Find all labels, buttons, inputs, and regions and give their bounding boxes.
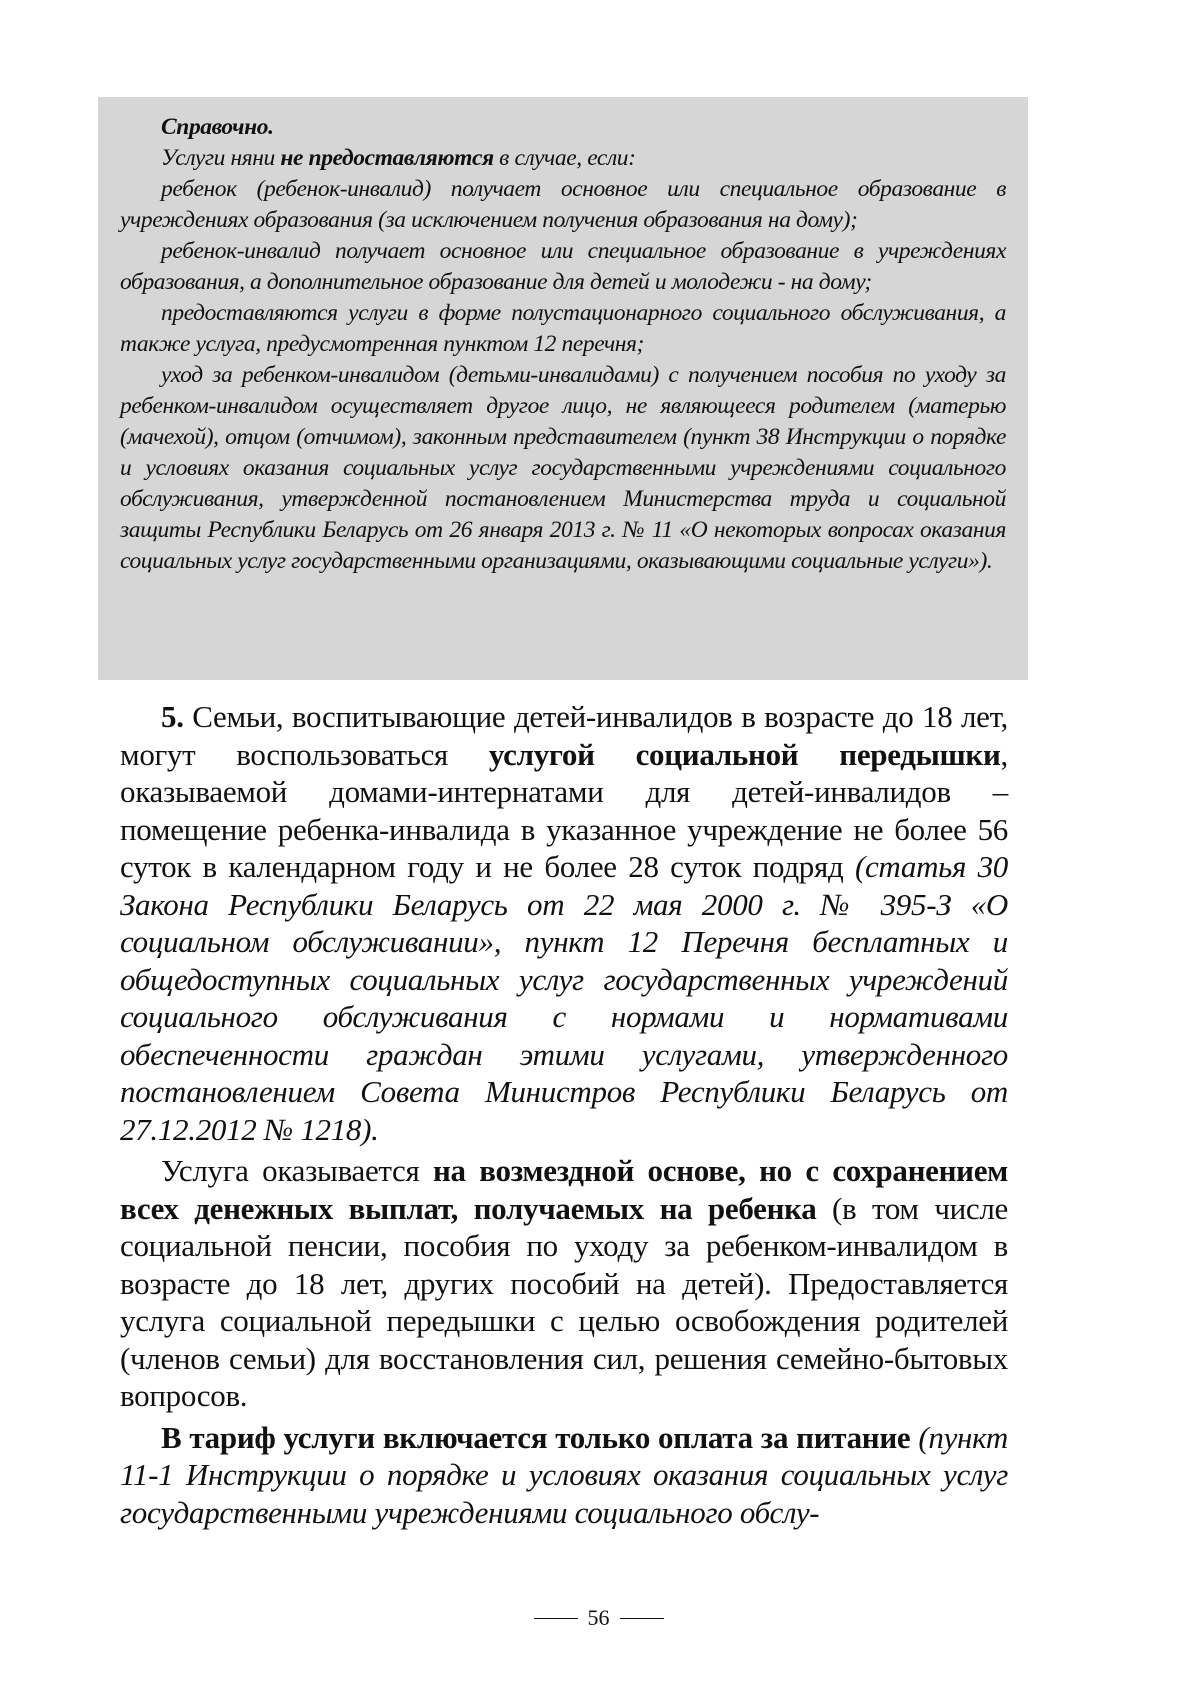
reference-item: предоставляются услуги в форме полустационарного социального обслуживания, а также услуга, предусмотренная пунктом 12 перечня; xyxy=(120,300,1006,357)
section-number: 5. xyxy=(161,699,184,734)
reference-title: Справочно. xyxy=(161,114,274,140)
paragraph-tariff: В тариф услуги включается только оплата за питание (пункт 11-1 Инструкции о порядке и условиях оказания социальных услуг государственными учреждениями социального обслу- xyxy=(120,1419,1009,1530)
reference-intro: Услуги няни не предоставляются в случае, если: xyxy=(161,145,636,171)
reference-item: ребенок (ребенок-инвалид) получает основное или специальное образование в учреждениях образования (за исключением получения образования на дому); xyxy=(120,176,1006,233)
main-text xyxy=(120,698,1008,1535)
paragraph-section-5: 5. Семьи, воспитывающие детей-инвалидов в возрасте до 18 лет, могут воспользоваться услугой социальной передышки, оказываемой домами-интернатами для детей-инвалидов – помещение ребенка-инвалида в указанное учреждение не более 56 суток в календарном году и не более 28 суток подряд (статья 30 Закона Республики Беларусь от 22 мая 2000 г. № 395-З «О социальном обслуживании», пункт 12 Перечня бесплатных и общедоступных социальных услуг государственных учреждений социального обслуживания с нормами и нормативами обеспеченности граждан этими услугами, утвержденного постановлением Совета Министров Республики Беларусь от 27.12.2012 № 1218). xyxy=(120,699,1008,1147)
reference-item: ребенок-инвалид получает основное или специальное образование в учреждениях образования, а дополнительное образование для детей и молодежи - на дому; xyxy=(120,238,1006,295)
footer-dash-left xyxy=(534,1618,578,1619)
page-footer xyxy=(0,1603,1197,1633)
page-number: 56 xyxy=(587,1605,610,1630)
paragraph-paid-basis: Услуга оказывается на возмездной основе, но с сохранением всех денежных выплат, получаемых на ребенка (в том числе социальной пенсии, пособия по уходу за ребенком-инвалидом в возрасте до 18 лет, других пособий на детей). Предоставляется услуга социальной передышки с целью освобождения родителей (членов семьи) для восстановления сил, решения семейно-бытовых вопросов. xyxy=(120,1153,1009,1413)
footer-dash-right xyxy=(620,1618,664,1619)
reference-item: уход за ребенком-инвалидом (детьми-инвалидами) с получением пособия по уходу за ребенком-инвалидом осуществляет другое лицо, не являющееся родителем (матерью (мачехой), отцом (отчимом), законным представителем (пункт 38 Инструкции о порядке и условиях оказания социальных услуг государственными учреждениями социального обслуживания, утвержденной постановлением Министерства труда и социальной защиты Республики Беларусь от 26 января 2013 г. № 11 «О некоторых вопросах оказания социальных услуг государственными организациями, оказывающими социальные услуги»). xyxy=(120,362,1006,574)
reference-box xyxy=(98,97,1028,680)
